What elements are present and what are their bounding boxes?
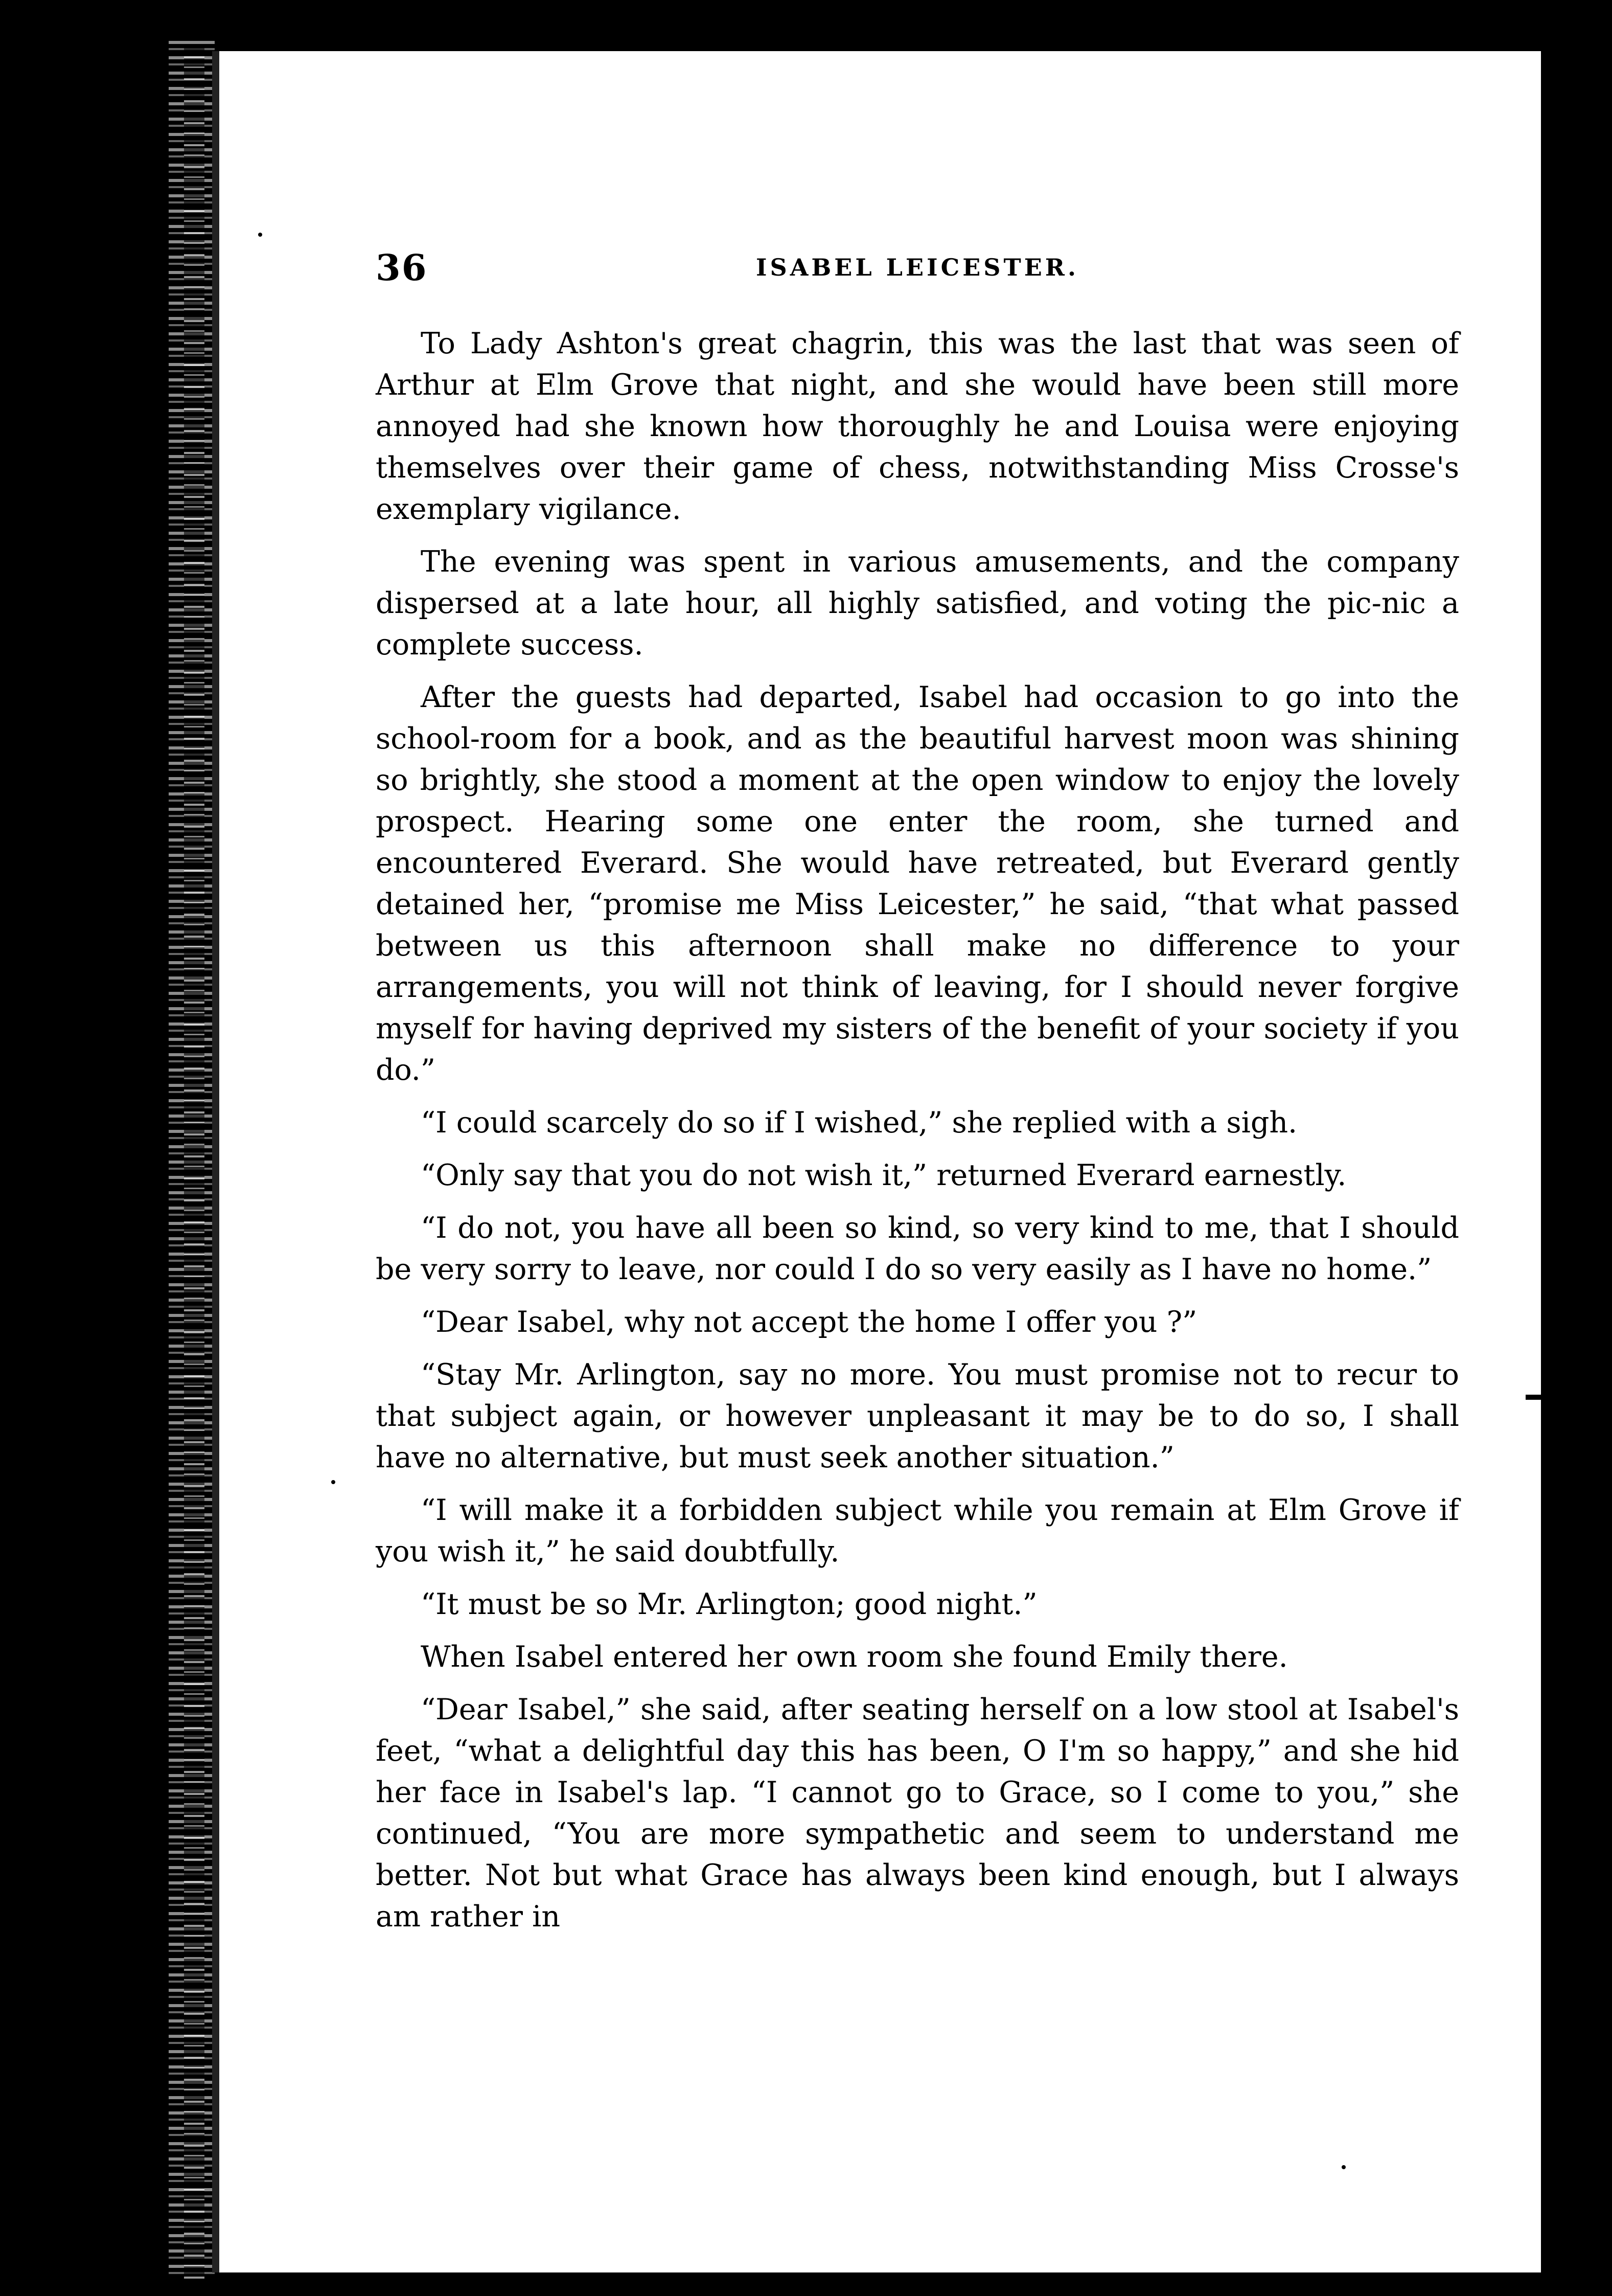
paragraph: When Isabel entered her own room she found Emily there. [421,1640,1288,1674]
paragraph: “Dear Isabel, why not accept the home I offer you ?” [421,1305,1198,1339]
paragraph: “Dear Isabel,” she said, after seating herself on a low stool at Isabel's feet, “what a delightful day this has been, O I'm so happy,” and she hid her face in Isabel's lap. “I cannot go to Grace, so I come to you,” she continued, “You are more sympathetic and seem to understand me better. Not but what Grace has always been kind enough, but I always am rather in [376,1693,1459,1934]
page-header [376,246,1459,287]
speck [1342,2165,1346,2169]
paragraph: “I will make it a forbidden subject while you remain at Elm Grove if you wish it,” he said doubtfully. [376,1493,1459,1568]
paragraph: After the guests had departed, Isabel had occasion to go into the school-room for a book, and as the beautiful harvest moon was shining so brightly, she stood a moment at the open window to enjoy the lovely prospect. Hearing some one enter the room, she turned and encountered Everard. She would have retreated, but Everard gently detained her, “promise me Miss Leicester,” he said, “that what passed between us this afternoon shall make no difference to your arrangements, you will not think of leaving, for I should never forgive myself for having deprived my sisters of the benefit of your society if you do.” [376,680,1459,1087]
body-text [376,323,1459,1949]
speck [331,1480,335,1484]
paragraph: “I could scarcely do so if I wished,” she replied with a sigh. [421,1106,1298,1140]
paragraph: “Only say that you do not wish it,” returned Everard earnestly. [421,1158,1347,1192]
page-edge-mark [1526,1395,1602,1400]
paragraph: The evening was spent in various amusements, and the company dispersed at a late hour, all highly satisfied, and voting the pic-nic a complete success. [376,545,1459,662]
running-title: ISABEL LEICESTER. [755,254,1079,281]
paragraph: “Stay Mr. Arlington, say no more. You must promise not to recur to that subject again, or however unpleasant it may be to do so, I shall have no alternative, but must seek another situation.” [376,1358,1459,1474]
book-gutter-shadow [184,46,204,2280]
paragraph: To Lady Ashton's great chagrin, this was the last that was seen of Arthur at Elm Grove that night, and she would have been still more annoyed had she known how thoroughly he and Louisa were enjoying themselves over their game of chess, notwithstanding Miss Crosse's exemplary vigilance. [376,327,1459,526]
paragraph: “It must be so Mr. Arlington; good night.” [421,1587,1038,1621]
speck [258,233,262,237]
paragraph: “I do not, you have all been so kind, so very kind to me, that I should be very sorry to leave, nor could I do so very easily as I have no home.” [376,1211,1459,1286]
page-number: 36 [376,246,428,289]
